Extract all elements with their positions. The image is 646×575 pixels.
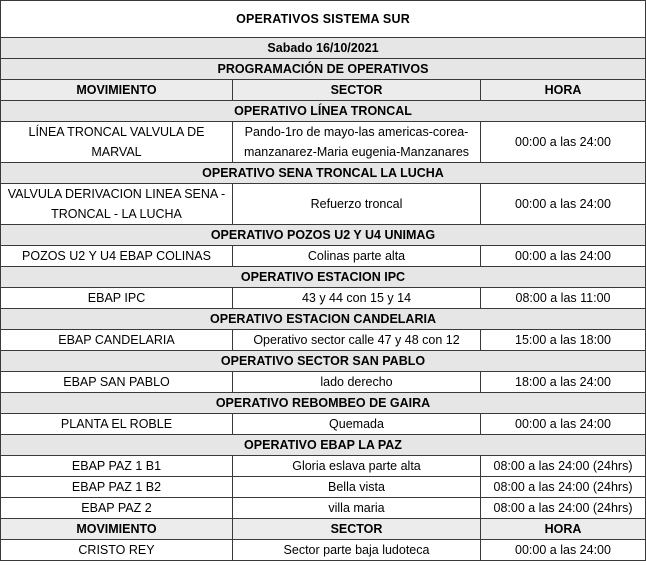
footer-col-header-sector: SECTOR — [233, 519, 481, 540]
cell-movimiento: CRISTO REY — [1, 540, 233, 561]
cell-movimiento: POZOS U2 Y U4 EBAP COLINAS — [1, 246, 233, 267]
section-title: OPERATIVO REBOMBEO DE GAIRA — [1, 393, 646, 414]
date-row — [1, 38, 646, 59]
cell-hora: 00:00 a las 24:00 — [481, 246, 646, 267]
section-header-row — [1, 225, 646, 246]
table-row — [1, 288, 646, 309]
section-header-row — [1, 267, 646, 288]
table-row — [1, 540, 646, 561]
footer-col-header-hora: HORA — [481, 519, 646, 540]
cell-hora: 00:00 a las 24:00 — [481, 122, 646, 163]
cell-sector: Pando-1ro de mayo-las americas-corea-manzanarez-Maria eugenia-Manzanares — [233, 122, 481, 163]
cell-movimiento: LÍNEA TRONCAL VALVULA DE MARVAL — [1, 122, 233, 163]
table-row — [1, 184, 646, 225]
cell-sector: Sector parte baja ludoteca — [233, 540, 481, 561]
cell-movimiento: EBAP PAZ 2 — [1, 498, 233, 519]
title-row — [1, 1, 646, 38]
cell-hora: 08:00 a las 24:00 (24hrs) — [481, 456, 646, 477]
col-header-movimiento: MOVIMIENTO — [1, 80, 233, 101]
section-header-row — [1, 435, 646, 456]
section-header-row — [1, 101, 646, 122]
section-title: OPERATIVO ESTACION IPC — [1, 267, 646, 288]
section-title: OPERATIVO ESTACION CANDELARIA — [1, 309, 646, 330]
section-title: OPERATIVO SECTOR SAN PABLO — [1, 351, 646, 372]
cell-hora: 00:00 a las 24:00 — [481, 184, 646, 225]
section-title: OPERATIVO EBAP LA PAZ — [1, 435, 646, 456]
section-header-row — [1, 351, 646, 372]
programacion-row — [1, 59, 646, 80]
cell-hora: 08:00 a las 24:00 (24hrs) — [481, 498, 646, 519]
cell-movimiento: EBAP PAZ 1 B2 — [1, 477, 233, 498]
cell-hora: 15:00 a las 18:00 — [481, 330, 646, 351]
cell-movimiento: PLANTA EL ROBLE — [1, 414, 233, 435]
sheet-date: Sabado 16/10/2021 — [1, 38, 646, 59]
col-header-hora: HORA — [481, 80, 646, 101]
cell-sector: Quemada — [233, 414, 481, 435]
cell-sector: lado derecho — [233, 372, 481, 393]
cell-sector: Gloria eslava parte alta — [233, 456, 481, 477]
cell-hora: 08:00 a las 24:00 (24hrs) — [481, 477, 646, 498]
footer-col-header-movimiento: MOVIMIENTO — [1, 519, 233, 540]
cell-movimiento: EBAP IPC — [1, 288, 233, 309]
table-row — [1, 372, 646, 393]
cell-hora: 00:00 a las 24:00 — [481, 414, 646, 435]
section-title: OPERATIVO POZOS U2 Y U4 UNIMAG — [1, 225, 646, 246]
cell-sector: villa maria — [233, 498, 481, 519]
table-row — [1, 246, 646, 267]
table-row — [1, 414, 646, 435]
cell-movimiento: EBAP SAN PABLO — [1, 372, 233, 393]
cell-sector: Refuerzo troncal — [233, 184, 481, 225]
column-header-row — [1, 80, 646, 101]
section-title: OPERATIVO SENA TRONCAL LA LUCHA — [1, 163, 646, 184]
table-row — [1, 477, 646, 498]
cell-movimiento: VALVULA DERIVACION LINEA SENA - TRONCAL - LA LUCHA — [1, 184, 233, 225]
cell-hora: 08:00 a las 11:00 — [481, 288, 646, 309]
footer-column-header-row — [1, 519, 646, 540]
cell-hora: 00:00 a las 24:00 — [481, 540, 646, 561]
table-row — [1, 498, 646, 519]
section-header-row — [1, 309, 646, 330]
section-title: OPERATIVO LÍNEA TRONCAL — [1, 101, 646, 122]
section-header-row — [1, 393, 646, 414]
sheet-title: OPERATIVOS SISTEMA SUR — [1, 1, 646, 38]
section-header-row — [1, 163, 646, 184]
operativos-table-body — [1, 1, 646, 561]
cell-sector: Colinas parte alta — [233, 246, 481, 267]
table-row — [1, 122, 646, 163]
cell-hora: 18:00 a las 24:00 — [481, 372, 646, 393]
cell-movimiento: EBAP PAZ 1 B1 — [1, 456, 233, 477]
cell-sector: Operativo sector calle 47 y 48 con 12 — [233, 330, 481, 351]
table-row — [1, 330, 646, 351]
programacion-heading: PROGRAMACIÓN DE OPERATIVOS — [1, 59, 646, 80]
cell-movimiento: EBAP CANDELARIA — [1, 330, 233, 351]
table-row — [1, 456, 646, 477]
cell-sector: Bella vista — [233, 477, 481, 498]
col-header-sector: SECTOR — [233, 80, 481, 101]
cell-sector: 43 y 44 con 15 y 14 — [233, 288, 481, 309]
